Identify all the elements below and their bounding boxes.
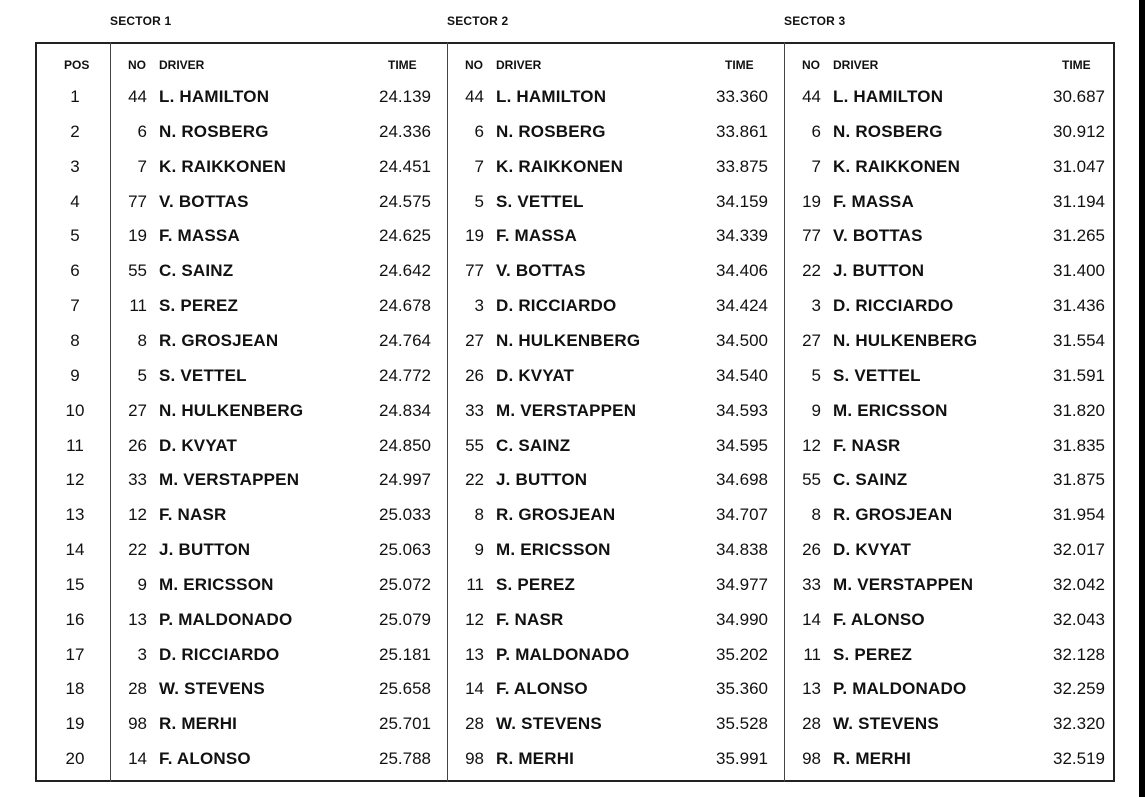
sector-time: 32.128 [1053, 645, 1105, 664]
car-number: 13 [128, 610, 147, 629]
position-cell: 6 [70, 261, 80, 280]
driver-name: S. VETTEL [496, 192, 584, 211]
car-number: 14 [802, 610, 821, 629]
car-number: 3 [811, 296, 821, 315]
position-cell: 13 [65, 505, 85, 524]
car-number: 22 [128, 540, 147, 559]
sector-time: 34.977 [716, 575, 768, 594]
car-number: 22 [802, 261, 821, 280]
driver-name: L. HAMILTON [496, 87, 607, 106]
car-number: 9 [811, 401, 821, 420]
sector-time: 25.701 [379, 714, 431, 733]
divider-sector-3 [784, 42, 785, 782]
car-number: 33 [128, 470, 147, 489]
sector-2-driver-header: DRIVER [496, 58, 542, 72]
driver-name: R. MERHI [833, 749, 912, 768]
driver-name: W. STEVENS [833, 714, 939, 733]
driver-name: F. ALONSO [833, 610, 925, 629]
driver-name: F. MASSA [159, 226, 240, 245]
sector-time: 24.336 [379, 122, 431, 141]
car-number: 13 [802, 679, 821, 698]
driver-name: J. BUTTON [496, 470, 588, 489]
car-number: 12 [128, 505, 147, 524]
driver-name: D. RICCIARDO [833, 296, 954, 315]
driver-name: F. ALONSO [496, 679, 588, 698]
position-cell: 8 [70, 331, 80, 350]
driver-name: L. HAMILTON [833, 87, 944, 106]
driver-name: D. RICCIARDO [159, 645, 280, 664]
car-number: 7 [811, 157, 821, 176]
driver-name: S. PEREZ [833, 645, 913, 664]
sector-3-label: SECTOR 3 [784, 14, 846, 28]
car-number: 9 [137, 575, 147, 594]
sector-time: 34.424 [716, 296, 768, 315]
sector-time: 34.838 [716, 540, 768, 559]
sector-3-no-header: NO [802, 58, 820, 72]
driver-name: W. STEVENS [496, 714, 602, 733]
sector-time: 34.593 [716, 401, 768, 420]
sector-time: 33.875 [716, 157, 768, 176]
sector-time: 25.079 [379, 610, 431, 629]
car-number: 55 [802, 470, 821, 489]
car-number: 22 [465, 470, 484, 489]
car-number: 27 [465, 331, 484, 350]
driver-name: F. ALONSO [159, 749, 251, 768]
car-number: 8 [474, 505, 484, 524]
sector-time: 24.764 [379, 331, 431, 350]
car-number: 44 [128, 87, 147, 106]
pos-header: POS [64, 58, 90, 72]
position-cell: 17 [65, 645, 85, 664]
sector-time: 34.990 [716, 610, 768, 629]
sector-time: 24.575 [379, 192, 431, 211]
sector-time: 24.772 [379, 366, 431, 385]
driver-name: S. PEREZ [496, 575, 576, 594]
sector-time: 24.625 [379, 226, 431, 245]
sector-time: 32.519 [1053, 749, 1105, 768]
driver-name: C. SAINZ [159, 261, 234, 280]
car-number: 3 [474, 296, 484, 315]
sector-time: 33.360 [716, 87, 768, 106]
car-number: 26 [465, 366, 484, 385]
sector-1-driver-header: DRIVER [159, 58, 205, 72]
sector-time: 31.554 [1053, 331, 1105, 350]
car-number: 6 [474, 122, 484, 141]
driver-name: D. KVYAT [833, 540, 912, 559]
driver-name: D. RICCIARDO [496, 296, 617, 315]
driver-name: K. RAIKKONEN [833, 157, 961, 176]
sector-time: 24.997 [379, 470, 431, 489]
car-number: 9 [474, 540, 484, 559]
driver-name: M. ERICSSON [159, 575, 274, 594]
driver-name: N. HULKENBERG [496, 331, 641, 350]
sector-time: 34.698 [716, 470, 768, 489]
driver-name: V. BOTTAS [833, 226, 923, 245]
driver-name: S. VETTEL [159, 366, 247, 385]
car-number: 33 [802, 575, 821, 594]
car-number: 28 [465, 714, 484, 733]
car-number: 44 [465, 87, 484, 106]
sector-time: 35.360 [716, 679, 768, 698]
page-edge-bar [1139, 0, 1145, 797]
driver-name: N. HULKENBERG [833, 331, 978, 350]
sector-time: 32.043 [1053, 610, 1105, 629]
position-cell: 5 [70, 226, 80, 245]
sector-time: 25.033 [379, 505, 431, 524]
sector-time: 34.339 [716, 226, 768, 245]
car-number: 98 [128, 714, 147, 733]
sector-time: 31.047 [1053, 157, 1105, 176]
car-number: 19 [128, 226, 147, 245]
car-number: 12 [802, 436, 821, 455]
car-number: 12 [465, 610, 484, 629]
car-number: 11 [129, 296, 147, 315]
driver-name: W. STEVENS [159, 679, 265, 698]
driver-name: N. HULKENBERG [159, 401, 304, 420]
car-number: 11 [466, 575, 484, 594]
driver-name: L. HAMILTON [159, 87, 270, 106]
divider-sector-2 [447, 42, 448, 782]
car-number: 7 [137, 157, 147, 176]
car-number: 3 [137, 645, 147, 664]
sector-time: 35.528 [716, 714, 768, 733]
position-cell: 2 [70, 122, 80, 141]
car-number: 26 [128, 436, 147, 455]
sector-time: 34.500 [716, 331, 768, 350]
position-cell: 3 [70, 157, 80, 176]
sector-time: 32.017 [1053, 540, 1105, 559]
sector-2-time-header: TIME [725, 58, 754, 72]
position-cell: 7 [70, 296, 80, 315]
sector-time: 34.406 [716, 261, 768, 280]
sector-time: 33.861 [716, 122, 768, 141]
sector-time: 25.181 [379, 645, 431, 664]
driver-name: R. GROSJEAN [159, 331, 279, 350]
car-number: 19 [465, 226, 484, 245]
sector-time: 31.954 [1053, 505, 1105, 524]
position-cell: 18 [65, 679, 85, 698]
driver-name: K. RAIKKONEN [159, 157, 287, 176]
car-number: 5 [137, 366, 147, 385]
driver-name: F. NASR [833, 436, 901, 455]
car-number: 13 [465, 645, 484, 664]
car-number: 28 [128, 679, 147, 698]
car-number: 44 [802, 87, 821, 106]
position-cell: 11 [66, 436, 84, 455]
car-number: 55 [128, 261, 147, 280]
car-number: 19 [802, 192, 821, 211]
driver-name: V. BOTTAS [159, 192, 249, 211]
position-cell: 20 [65, 749, 85, 768]
sector-time: 25.788 [379, 749, 431, 768]
position-cell: 10 [65, 401, 85, 420]
sector-time: 34.595 [716, 436, 768, 455]
driver-name: R. MERHI [496, 749, 575, 768]
sector-time: 35.202 [716, 645, 768, 664]
sector-time: 31.591 [1053, 366, 1105, 385]
driver-name: C. SAINZ [496, 436, 571, 455]
car-number: 8 [137, 331, 147, 350]
sector-time: 32.320 [1053, 714, 1105, 733]
sector-time: 25.072 [379, 575, 431, 594]
position-cell: 4 [70, 192, 80, 211]
car-number: 77 [465, 261, 484, 280]
sector-time: 34.540 [716, 366, 768, 385]
driver-name: J. BUTTON [833, 261, 925, 280]
sector-time: 24.642 [379, 261, 431, 280]
driver-name: F. NASR [496, 610, 564, 629]
driver-name: C. SAINZ [833, 470, 908, 489]
driver-name: D. KVYAT [159, 436, 238, 455]
sector-1-label: SECTOR 1 [110, 14, 172, 28]
driver-name: R. GROSJEAN [496, 505, 616, 524]
sector-time: 24.850 [379, 436, 431, 455]
car-number: 5 [811, 366, 821, 385]
driver-name: N. ROSBERG [496, 122, 606, 141]
sector-time: 31.436 [1053, 296, 1105, 315]
sector-time: 32.259 [1053, 679, 1105, 698]
sector-time: 32.042 [1053, 575, 1105, 594]
position-cell: 15 [65, 575, 85, 594]
sector-1-no-header: NO [128, 58, 146, 72]
position-cell: 19 [65, 714, 85, 733]
position-cell: 12 [65, 470, 85, 489]
position-cell: 14 [65, 540, 85, 559]
sector-time: 31.835 [1053, 436, 1105, 455]
driver-name: M. ERICSSON [496, 540, 611, 559]
car-number: 8 [811, 505, 821, 524]
position-cell: 16 [65, 610, 85, 629]
sector-time: 31.265 [1053, 226, 1105, 245]
car-number: 55 [465, 436, 484, 455]
driver-name: D. KVYAT [496, 366, 575, 385]
car-number: 26 [802, 540, 821, 559]
car-number: 27 [802, 331, 821, 350]
driver-name: S. VETTEL [833, 366, 921, 385]
sector-time: 30.687 [1053, 87, 1105, 106]
driver-name: F. MASSA [833, 192, 914, 211]
position-cell: 9 [70, 366, 80, 385]
sector-time: 24.834 [379, 401, 431, 420]
car-number: 14 [128, 749, 147, 768]
sector-3-driver-header: DRIVER [833, 58, 879, 72]
position-cell: 1 [70, 87, 80, 106]
sector-time: 34.707 [716, 505, 768, 524]
sector-time: 25.658 [379, 679, 431, 698]
car-number: 28 [802, 714, 821, 733]
divider-pos [110, 42, 111, 782]
car-number: 98 [802, 749, 821, 768]
car-number: 11 [803, 645, 821, 664]
driver-name: J. BUTTON [159, 540, 251, 559]
sector-time: 31.400 [1053, 261, 1105, 280]
driver-name: S. PEREZ [159, 296, 239, 315]
driver-name: N. ROSBERG [833, 122, 943, 141]
driver-name: K. RAIKKONEN [496, 157, 624, 176]
sector-time: 31.820 [1053, 401, 1105, 420]
driver-name: P. MALDONADO [159, 610, 293, 629]
car-number: 98 [465, 749, 484, 768]
sector-3-time-header: TIME [1062, 58, 1091, 72]
car-number: 27 [128, 401, 147, 420]
driver-name: N. ROSBERG [159, 122, 269, 141]
driver-name: F. NASR [159, 505, 227, 524]
sector-time: 25.063 [379, 540, 431, 559]
driver-name: P. MALDONADO [496, 645, 630, 664]
sector-time: 24.451 [379, 157, 431, 176]
driver-name: M. ERICSSON [833, 401, 948, 420]
car-number: 6 [137, 122, 147, 141]
car-number: 6 [811, 122, 821, 141]
sector-time: 24.139 [379, 87, 431, 106]
car-number: 77 [128, 192, 147, 211]
sector-2-no-header: NO [465, 58, 483, 72]
driver-name: R. GROSJEAN [833, 505, 953, 524]
car-number: 5 [474, 192, 484, 211]
sector-time: 34.159 [716, 192, 768, 211]
driver-name: V. BOTTAS [496, 261, 586, 280]
sector-2-label: SECTOR 2 [447, 14, 509, 28]
sector-time: 31.875 [1053, 470, 1105, 489]
sector-time: 31.194 [1053, 192, 1105, 211]
driver-name: R. MERHI [159, 714, 238, 733]
driver-name: M. VERSTAPPEN [159, 470, 300, 489]
sector-time: 35.991 [716, 749, 768, 768]
sector-1-time-header: TIME [388, 58, 417, 72]
driver-name: M. VERSTAPPEN [496, 401, 637, 420]
car-number: 77 [802, 226, 821, 245]
driver-name: P. MALDONADO [833, 679, 967, 698]
sector-time: 24.678 [379, 296, 431, 315]
car-number: 7 [474, 157, 484, 176]
driver-name: F. MASSA [496, 226, 577, 245]
car-number: 14 [465, 679, 484, 698]
sector-time: 30.912 [1053, 122, 1105, 141]
car-number: 33 [465, 401, 484, 420]
driver-name: M. VERSTAPPEN [833, 575, 974, 594]
